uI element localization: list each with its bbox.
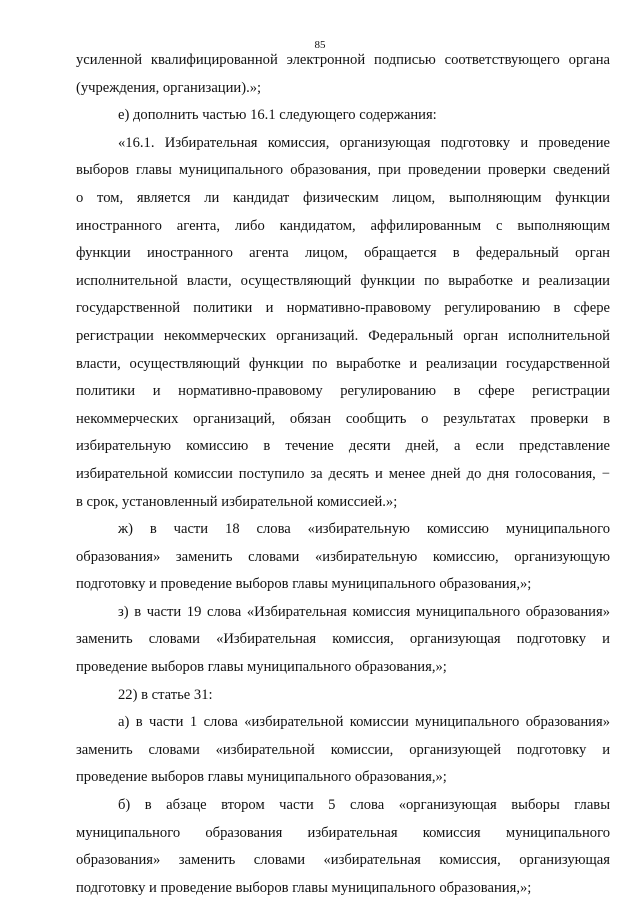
text-line: подготовку и проведение выборов главы муниципального образования,»; xyxy=(76,879,532,896)
text-line: проведение выборов главы муниципального образования,»; xyxy=(76,659,447,676)
text-line: выборов главы муниципального образования, при проведении проверки сведений xyxy=(76,162,610,179)
text-line: государственной политики и нормативно-правовому регулированию в сфере xyxy=(76,300,610,317)
text-line: избирательной комиссии поступило за десять и менее дней до дня голосования, − xyxy=(76,465,610,482)
text-line: ж) в части 18 слова «избирательную комиссию муниципального xyxy=(118,521,610,538)
text-line: з) в части 19 слова «Избирательная комиссия муниципального образования» xyxy=(118,603,610,620)
text-line: проведение выборов главы муниципального образования,»; xyxy=(76,769,447,786)
paragraph xyxy=(76,102,610,130)
text-line: политики и нормативно-правовому регулированию в сфере регистрации xyxy=(76,383,610,400)
text-line: о том, является ли кандидат физическим лицом, выполняющим функции xyxy=(76,189,610,206)
text-line: регистрации некоммерческих организаций. Федеральный орган исполнительной xyxy=(76,327,610,344)
text-line: избирательную комиссию в течение десяти дней, а если представление xyxy=(76,438,610,455)
paragraph xyxy=(76,709,610,792)
text-line: муниципального образования избирательная комиссия муниципального xyxy=(76,824,610,841)
text-line: (учреждения, организации).»; xyxy=(76,79,262,96)
paragraph xyxy=(76,130,610,516)
text-line: е) дополнить частью 16.1 следующего содержания: xyxy=(118,107,437,124)
text-line: образования» заменить словами «избирательную комиссию, организующую xyxy=(76,548,610,565)
text-line: в срок, установленный избирательной комиссией.»; xyxy=(76,493,398,510)
text-line: некоммерческих организаций, обязан сообщить о результатах проверки в xyxy=(76,410,610,427)
paragraph xyxy=(76,47,610,102)
page-number: 85 xyxy=(314,39,326,51)
document-body xyxy=(76,47,610,902)
text-line: подготовку и проведение выборов главы муниципального образования,»; xyxy=(76,576,532,593)
text-line: б) в абзаце втором части 5 слова «организующая выборы главы xyxy=(118,797,610,814)
paragraph xyxy=(76,792,610,902)
text-line: «16.1. Избирательная комиссия, организующая подготовку и проведение xyxy=(118,134,610,151)
text-line: образования» заменить словами «избирательная комиссия, организующая xyxy=(76,852,610,869)
text-line: иностранного агента, либо кандидатом, аффилированным с выполняющим xyxy=(76,217,610,234)
text-line: 22) в статье 31: xyxy=(118,686,213,703)
text-line: исполнительной власти, осуществляющий функции по выработке и реализации xyxy=(76,272,610,289)
text-line: заменить словами «Избирательная комиссия, организующая подготовку и xyxy=(76,631,610,648)
paragraph xyxy=(76,682,610,710)
paragraph xyxy=(76,599,610,682)
text-line: функции иностранного агента лицом, обращается в федеральный орган xyxy=(76,245,610,262)
text-line: заменить словами «избирательной комиссии, организующей подготовку и xyxy=(76,741,610,758)
text-line: а) в части 1 слова «избирательной комиссии муниципального образования» xyxy=(118,714,610,731)
text-line: власти, осуществляющий функции по выработке и реализации государственной xyxy=(76,355,610,372)
paragraph xyxy=(76,516,610,599)
text-line: усиленной квалифицированной электронной подписью соответствующего органа xyxy=(76,52,610,68)
